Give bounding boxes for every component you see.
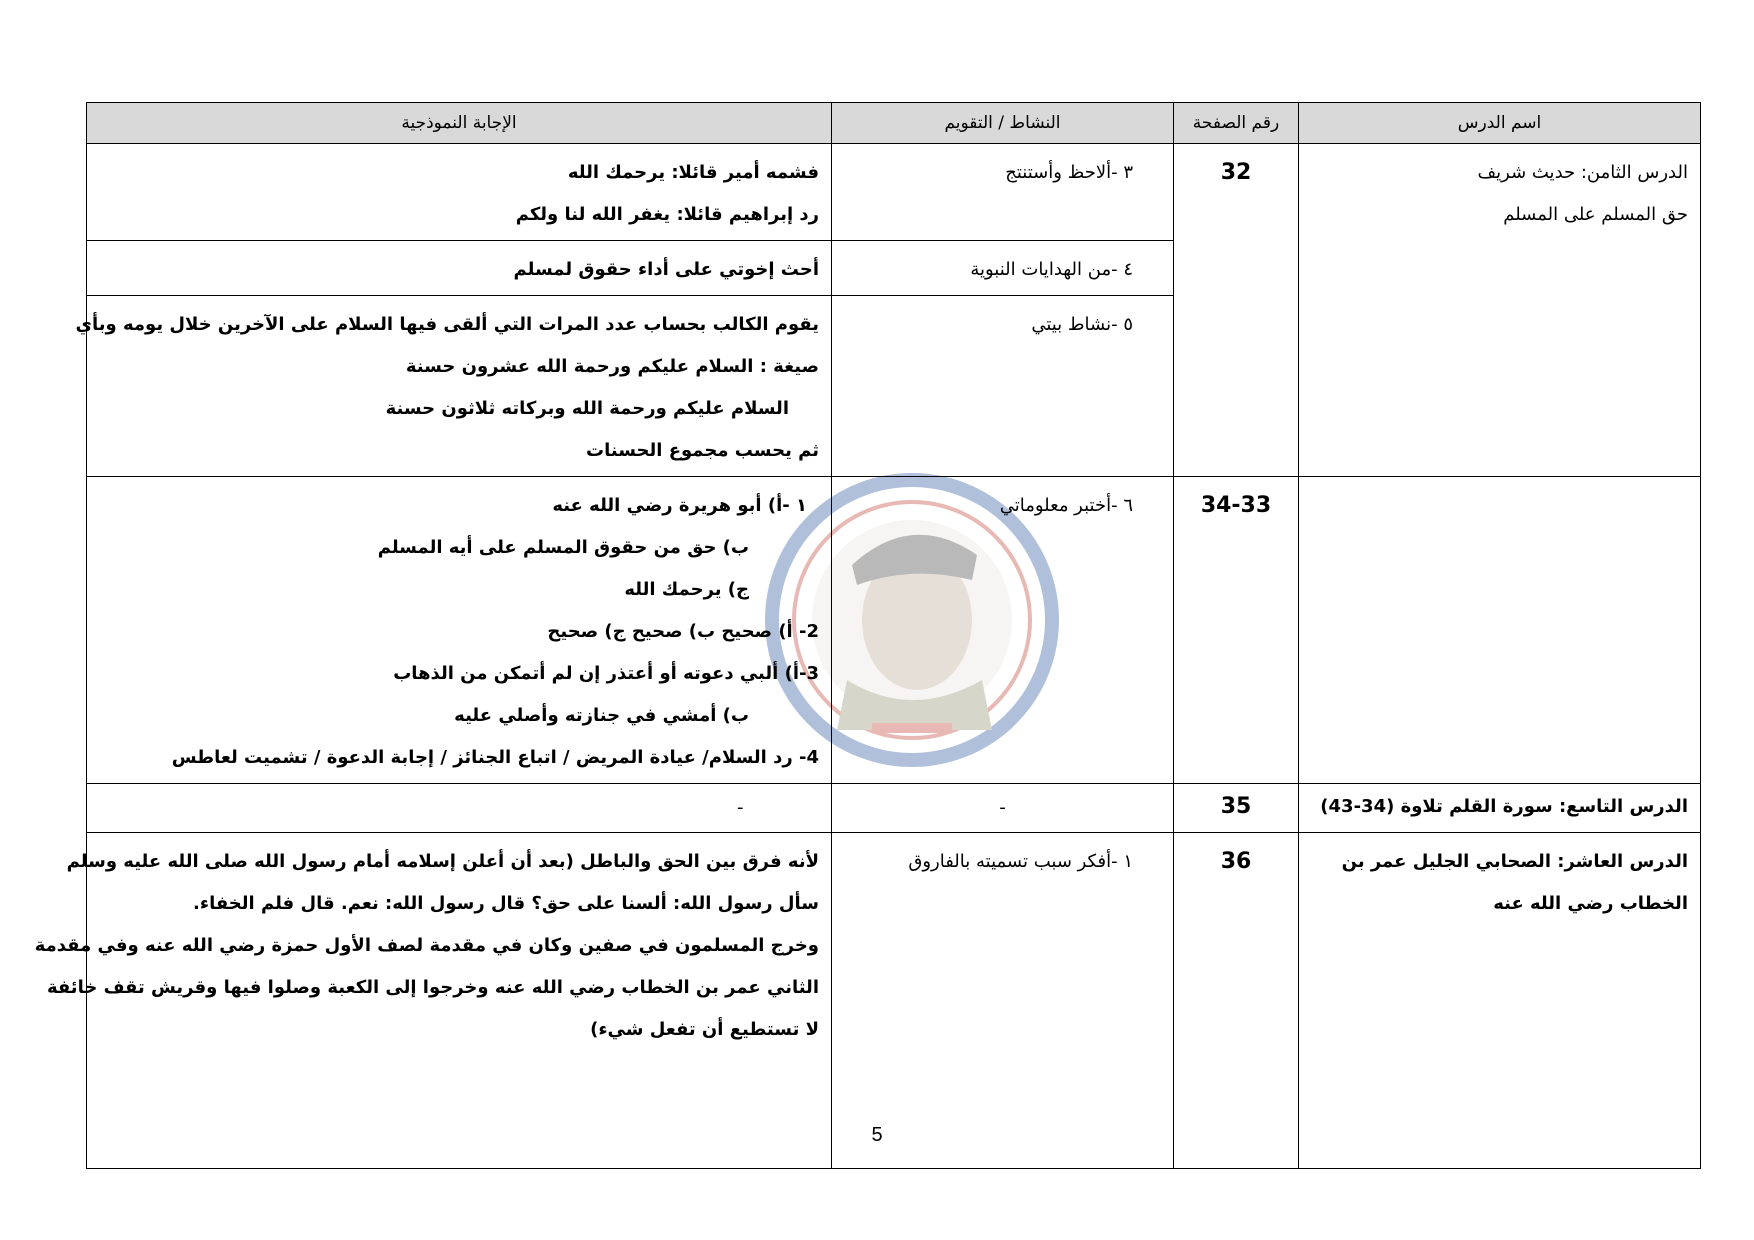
answer-line: رد إبراهيم قائلا: يغفر الله لنا ولكم (515, 204, 819, 225)
answer-line: 4- رد السلام/ عيادة المريض / اتباع الجنائز / إجابة الدعوة / تشميت لعاطس (171, 747, 819, 768)
answer-line: - (737, 797, 744, 818)
page-number: 32 (1220, 160, 1252, 185)
answer-line: سأل رسول الله: ألسنا على حق؟ قال رسول الله: نعم. قال فلم الخفاء. (193, 893, 819, 914)
answer-line: فشمه أمير قائلا: يرحمك الله (567, 162, 819, 183)
header-activity: النشاط / التقويم (832, 103, 1174, 144)
page-number-cell (1174, 833, 1299, 1169)
lesson-name-line: الدرس العاشر: الصحابي الجليل عمر بن (1341, 851, 1688, 872)
answer-cell (87, 784, 832, 833)
lesson-name-cell (1299, 784, 1701, 833)
lesson-name-line: الدرس الثامن: حديث شريف (1477, 162, 1688, 183)
activity-label: - (999, 797, 1006, 818)
header-model-answer: الإجابة النموذجية (87, 103, 832, 144)
activity-cell (832, 144, 1174, 241)
page-number: 34-33 (1200, 493, 1272, 518)
activity-cell (832, 477, 1174, 784)
answer-line: ١ -أ) أبو هريرة رضي الله عنه (552, 495, 807, 516)
answer-line: 2- أ) صحيح ب) صحيح ج) صحيح (547, 621, 819, 642)
lesson-name-cell (1299, 144, 1701, 477)
lesson-name-line: حق المسلم على المسلم (1503, 204, 1688, 225)
activity-cell (832, 833, 1174, 1169)
answer-line: السلام عليكم ورحمة الله وبركاته ثلاثون حسنة (385, 398, 789, 419)
answer-line: لا تستطيع أن تفعل شيء) (590, 1019, 819, 1040)
answer-cell (87, 241, 832, 296)
answer-line: يقوم الكالب بحساب عدد المرات التي ألقى فيها السلام على الآخرين خلال يومه وبأي (75, 314, 819, 335)
answer-line: الثاني عمر بن الخطاب رضي الله عنه وخرجوا إلى الكعبة وصلوا فيها وقريش تقف خائفة (46, 977, 819, 998)
activity-label: ٣ -ألاحظ وأستنتج (1005, 162, 1133, 183)
page-number-cell (1174, 477, 1299, 784)
answer-line: 3-أ) ألبي دعوته أو أعتذر إن لم أتمكن من الذهاب (393, 663, 819, 684)
header-page-number: رقم الصفحة (1174, 103, 1299, 144)
page-number-footer: 5 (871, 1124, 883, 1146)
table-row (87, 477, 1701, 784)
table-row (87, 144, 1701, 241)
lesson-name-line: الخطاب رضي الله عنه (1493, 893, 1688, 914)
activity-label: ١ -أفكر سبب تسميته بالفاروق (908, 851, 1133, 872)
activity-label: ٥ -نشاط بيتي (1031, 314, 1133, 335)
table-row (87, 833, 1701, 1169)
header-lesson-name: اسم الدرس (1299, 103, 1701, 144)
answer-cell (34, 833, 832, 1169)
answer-cell (87, 477, 832, 784)
lesson-name-line: الدرس التاسع: سورة القلم تلاوة (34-43) (1320, 796, 1688, 817)
answer-cell (87, 144, 832, 241)
activity-cell (832, 241, 1174, 296)
answer-line: ج) يرحمك الله (624, 579, 749, 600)
answer-line: ب) حق من حقوق المسلم على أيه المسلم (377, 537, 749, 558)
answer-cell (75, 296, 832, 477)
answer-line: وخرج المسلمون في صفين وكان في مقدمة لصف الأول حمزة رضي الله عنه وفي مقدمة (34, 935, 819, 956)
activity-label: ٦ -أختبر معلوماتي (999, 495, 1133, 516)
lessons-table (34, 102, 1701, 1169)
activity-label: ٤ -من الهدايات النبوية (970, 259, 1133, 280)
answer-line: أحث إخوتي على أداء حقوق لمسلم (513, 259, 819, 280)
page-number: 36 (1220, 849, 1252, 874)
answer-line: ثم يحسب مجموع الحسنات (586, 440, 819, 461)
table-header-row (87, 103, 1701, 144)
page-number-cell (1174, 784, 1299, 833)
page-number-cell (1174, 144, 1299, 477)
lesson-name-cell (1299, 477, 1701, 784)
page-number: 35 (1220, 794, 1252, 819)
answer-line: صيغة : السلام عليكم ورحمة الله عشرون حسنة (405, 356, 819, 377)
activity-cell (832, 296, 1174, 477)
lesson-name-cell (1299, 833, 1701, 1169)
table-row (87, 784, 1701, 833)
activity-cell (832, 784, 1174, 833)
answer-line: لأنه فرق بين الحق والباطل (بعد أن أعلن إسلامه أمام رسول الله صلى الله عليه وسلم (66, 851, 819, 872)
answer-line: ب) أمشي في جنازته وأصلي عليه (454, 705, 749, 726)
